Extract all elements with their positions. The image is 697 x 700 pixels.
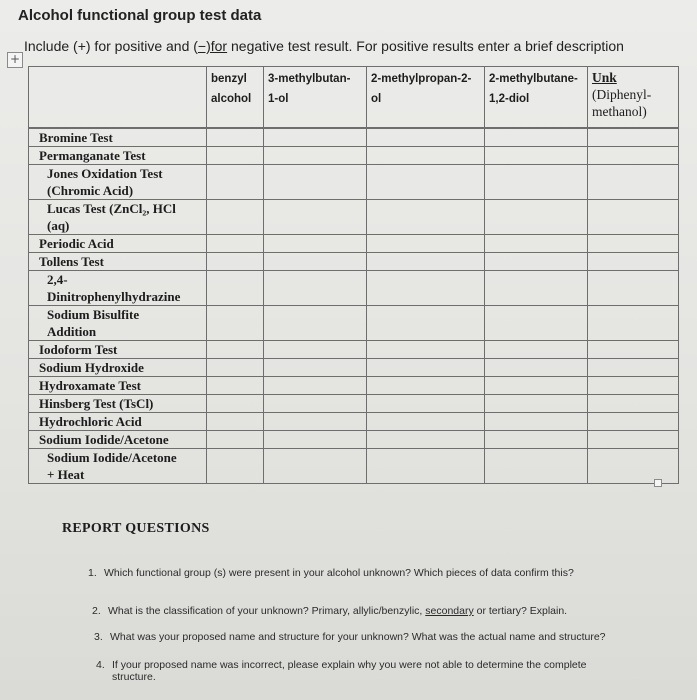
test-name-cell: Tollens Test xyxy=(29,253,207,271)
result-cell[interactable] xyxy=(485,147,588,165)
result-cell[interactable] xyxy=(367,449,485,484)
table-row xyxy=(29,271,679,306)
result-cell[interactable] xyxy=(207,271,264,306)
result-cell[interactable] xyxy=(485,235,588,253)
test-name-cell: Sodium Iodide/Acetone + Heat xyxy=(29,449,207,484)
question-3: 3. What was your proposed name and structure for your unknown? What was the actual name and structure? xyxy=(94,631,606,643)
table-body xyxy=(29,129,679,484)
result-cell[interactable] xyxy=(367,235,485,253)
result-cell[interactable] xyxy=(207,235,264,253)
question-1: 1. Which functional group (s) were present in your alcohol unknown? Which pieces of data confirm this? xyxy=(88,567,574,579)
result-cell[interactable] xyxy=(264,341,367,359)
result-cell[interactable] xyxy=(367,341,485,359)
result-cell[interactable] xyxy=(485,431,588,449)
table-row xyxy=(29,431,679,449)
result-cell[interactable] xyxy=(264,235,367,253)
result-cell[interactable] xyxy=(207,129,264,147)
instructions-part1: Include (+) for positive and ( xyxy=(24,38,198,54)
result-cell[interactable] xyxy=(207,431,264,449)
result-cell[interactable] xyxy=(485,306,588,341)
result-cell[interactable] xyxy=(207,359,264,377)
result-cell[interactable] xyxy=(207,253,264,271)
table-row xyxy=(29,377,679,395)
table-row xyxy=(29,200,679,235)
result-cell[interactable] xyxy=(485,165,588,200)
instructions xyxy=(24,38,624,54)
header-blank xyxy=(29,67,207,128)
test-name-cell: Hydrochloric Acid xyxy=(29,413,207,431)
result-cell[interactable] xyxy=(588,253,679,271)
result-cell[interactable] xyxy=(588,200,679,235)
result-cell[interactable] xyxy=(367,395,485,413)
result-cell[interactable] xyxy=(367,306,485,341)
result-cell[interactable] xyxy=(207,449,264,484)
test-name-cell: 2,4- Dinitrophenylhydrazine xyxy=(29,271,207,306)
table-move-handle-icon[interactable]: + xyxy=(7,52,23,68)
result-cell[interactable] xyxy=(264,377,367,395)
result-cell[interactable] xyxy=(207,413,264,431)
instructions-part2: −)for xyxy=(197,38,228,54)
column-header: 3-methylbutan- 1-ol xyxy=(264,67,367,128)
result-cell[interactable] xyxy=(588,147,679,165)
result-cell[interactable] xyxy=(588,431,679,449)
result-cell[interactable] xyxy=(485,200,588,235)
result-cell[interactable] xyxy=(264,413,367,431)
result-cell[interactable] xyxy=(588,359,679,377)
result-cell[interactable] xyxy=(264,306,367,341)
result-cell[interactable] xyxy=(264,449,367,484)
result-cell[interactable] xyxy=(485,129,588,147)
result-cell[interactable] xyxy=(588,306,679,341)
instructions-part3: negative test result. For positive results enter a brief description xyxy=(227,38,624,54)
result-cell[interactable] xyxy=(367,377,485,395)
result-cell[interactable] xyxy=(264,253,367,271)
result-cell[interactable] xyxy=(367,200,485,235)
table-row xyxy=(29,449,679,484)
result-cell[interactable] xyxy=(485,341,588,359)
column-header-unknown: Unk (Diphenyl- methanol) xyxy=(588,67,679,128)
result-cell[interactable] xyxy=(588,235,679,253)
test-name-cell: Bromine Test xyxy=(29,129,207,147)
result-cell[interactable] xyxy=(588,395,679,413)
result-cell[interactable] xyxy=(588,377,679,395)
table-row xyxy=(29,235,679,253)
table-row xyxy=(29,147,679,165)
test-name-cell: Sodium Hydroxide xyxy=(29,359,207,377)
table-row xyxy=(29,253,679,271)
result-cell[interactable] xyxy=(367,271,485,306)
result-cell[interactable] xyxy=(367,129,485,147)
test-data-table xyxy=(28,66,679,484)
result-cell[interactable] xyxy=(588,129,679,147)
question-2: 2. What is the classification of your unknown? Primary, allylic/benzylic, secondary or tertiary? Explain. xyxy=(92,605,568,617)
result-cell[interactable] xyxy=(588,413,679,431)
result-cell[interactable] xyxy=(485,253,588,271)
result-cell[interactable] xyxy=(264,395,367,413)
result-cell[interactable] xyxy=(264,147,367,165)
header-row xyxy=(29,67,679,128)
result-cell[interactable] xyxy=(588,341,679,359)
table-row xyxy=(29,359,679,377)
table-row xyxy=(29,413,679,431)
result-cell[interactable] xyxy=(207,306,264,341)
test-name-cell: Sodium Bisulfite Addition xyxy=(29,306,207,341)
table-row xyxy=(29,341,679,359)
result-cell[interactable] xyxy=(264,359,367,377)
test-name-cell: Periodic Acid xyxy=(29,235,207,253)
table-row xyxy=(29,165,679,200)
test-name-cell: Jones Oxidation Test (Chromic Acid) xyxy=(29,165,207,200)
result-cell[interactable] xyxy=(485,449,588,484)
test-name-cell: Permanganate Test xyxy=(29,147,207,165)
result-cell[interactable] xyxy=(367,147,485,165)
result-cell[interactable] xyxy=(264,129,367,147)
table-row xyxy=(29,306,679,341)
result-cell[interactable] xyxy=(207,341,264,359)
result-cell[interactable] xyxy=(207,147,264,165)
test-name-cell: Lucas Test (ZnCl₂, HCl (aq) xyxy=(29,200,207,235)
result-cell[interactable] xyxy=(485,413,588,431)
table-row xyxy=(29,395,679,413)
result-cell[interactable] xyxy=(207,200,264,235)
result-cell[interactable] xyxy=(367,359,485,377)
result-cell[interactable] xyxy=(485,377,588,395)
column-header: benzyl alcohol xyxy=(207,67,264,128)
result-cell[interactable] xyxy=(207,377,264,395)
report-heading: REPORT QUESTIONS xyxy=(62,521,210,536)
table-row xyxy=(29,129,679,147)
test-name-cell: Hinsberg Test (TsCl) xyxy=(29,395,207,413)
column-header: 2-methylbutane- 1,2-diol xyxy=(485,67,588,128)
result-cell[interactable] xyxy=(367,413,485,431)
result-cell[interactable] xyxy=(588,449,679,484)
column-header: 2-methylpropan-2- ol xyxy=(367,67,485,128)
result-cell[interactable] xyxy=(264,431,367,449)
result-cell[interactable] xyxy=(264,271,367,306)
result-cell[interactable] xyxy=(367,431,485,449)
result-cell[interactable] xyxy=(485,271,588,306)
result-cell[interactable] xyxy=(588,165,679,200)
result-cell[interactable] xyxy=(207,165,264,200)
result-cell[interactable] xyxy=(207,395,264,413)
result-cell[interactable] xyxy=(264,200,367,235)
question-4: 4. If your proposed name was incorrect, please explain why you were not able to determine the complete structure. xyxy=(96,659,587,683)
result-cell[interactable] xyxy=(264,165,367,200)
test-name-cell: Sodium Iodide/Acetone xyxy=(29,431,207,449)
result-cell[interactable] xyxy=(367,253,485,271)
result-cell[interactable] xyxy=(485,359,588,377)
table-resize-handle[interactable] xyxy=(654,479,662,487)
page-title: Alcohol functional group test data xyxy=(18,7,262,24)
result-cell[interactable] xyxy=(367,165,485,200)
result-cell[interactable] xyxy=(588,271,679,306)
test-name-cell: Iodoform Test xyxy=(29,341,207,359)
test-name-cell: Hydroxamate Test xyxy=(29,377,207,395)
result-cell[interactable] xyxy=(485,395,588,413)
